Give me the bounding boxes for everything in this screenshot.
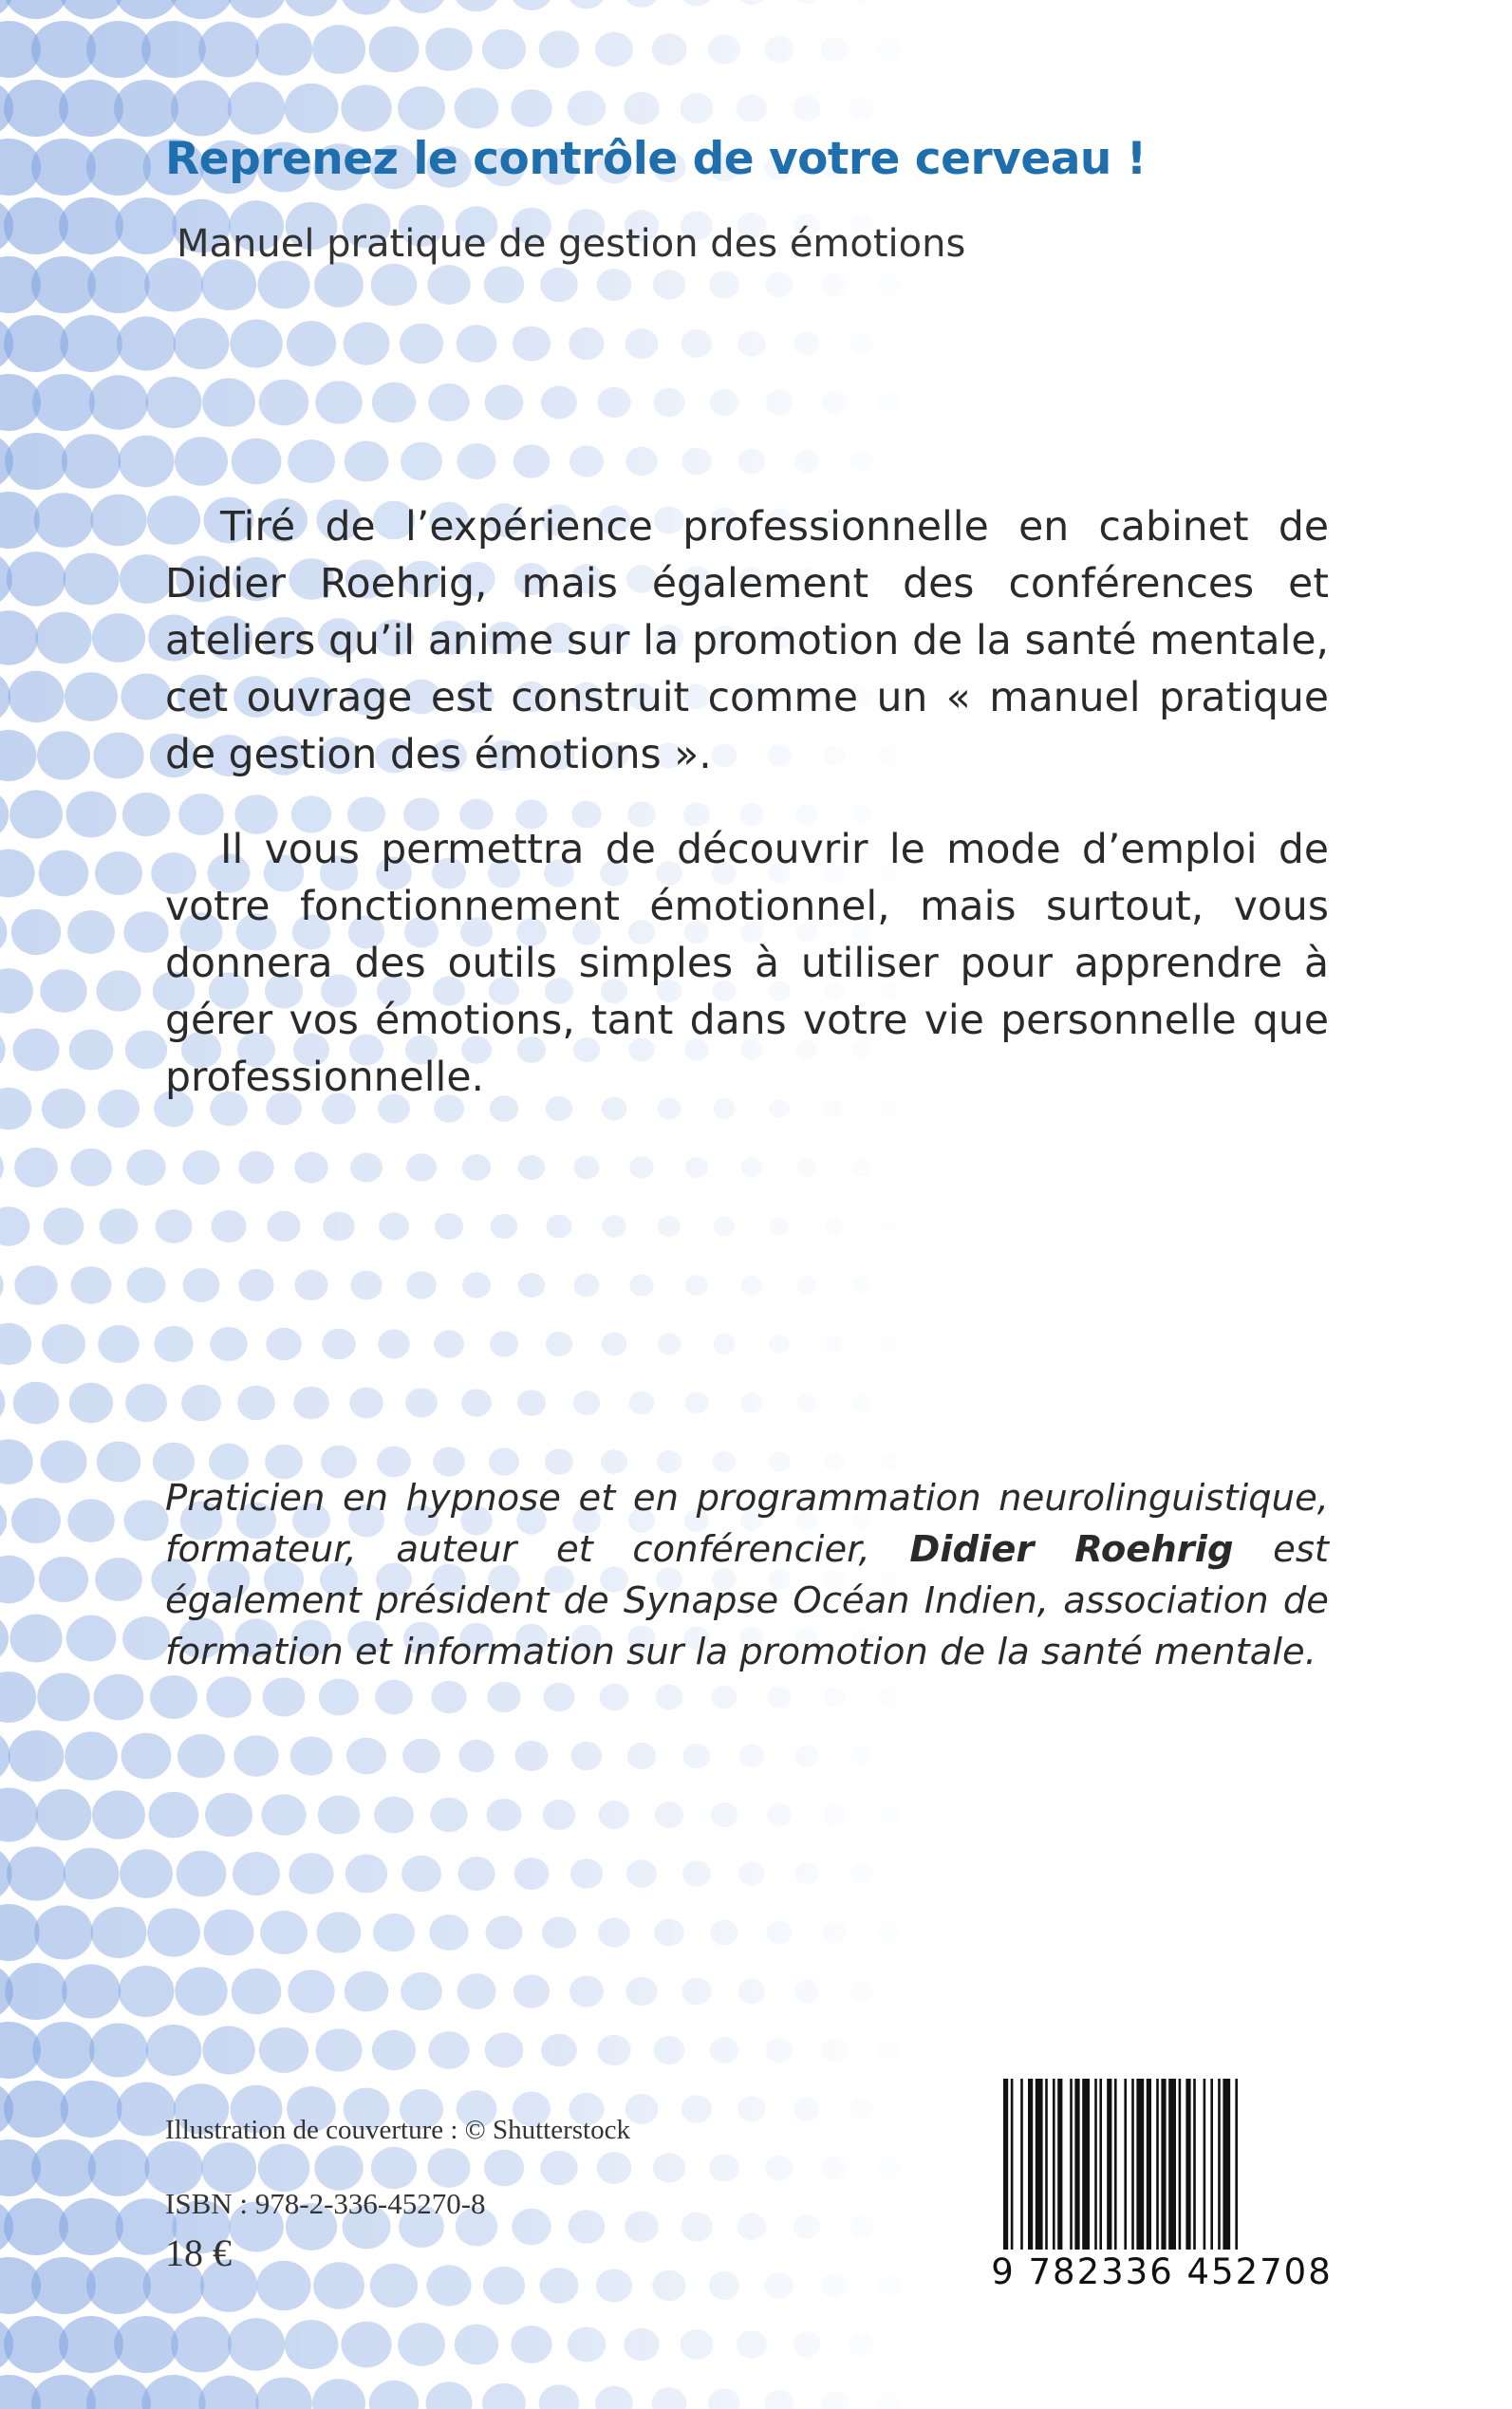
barcode-bar [1114,2079,1117,2250]
barcode-bar [1028,2079,1033,2250]
barcode-bar [1070,2079,1073,2250]
barcode-bar [1020,2079,1023,2250]
author-bio [165,1473,1329,1678]
barcode-bar [1074,2079,1079,2250]
barcode-bar [1057,2079,1062,2250]
book-description [165,499,1329,1145]
barcode-bar [1156,2079,1159,2250]
barcode-bar [1136,2079,1144,2250]
barcode-bar [1179,2079,1182,2250]
barcode-bar [1107,2079,1111,2250]
book-title: Reprenez le contrôle de votre cerveau ! [165,133,1147,185]
isbn-number: ISBN : 978-2-336-45270-8 [165,2187,486,2220]
illustration-credit: Illustration de couverture : © Shutterstock [165,2115,630,2145]
barcode-bar [1223,2079,1230,2250]
barcode-bar [1204,2079,1206,2250]
price: 18 € [165,2232,232,2274]
barcode-icon [990,2079,1334,2269]
description-paragraph: Il vous permettra de découvrir le mode d’emploi de votre fonctionnement émotionnel, mais surtout, vous donnera des outils simples à utiliser pour apprendre à gérer vos émotions, tant dans votre vie personnelle que professionnelle. [165,827,1329,1101]
author-name: Didier Roehrig [909,1528,1234,1571]
description-paragraph: Tiré de l’expérience professionnelle en cabinet de Didier Roehrig, mais également des conférences et ateliers qu’il anime sur la promotion de la santé mentale, cet ouvrage est construit comme un « manuel pratique de gestion des émotions ». [165,504,1329,778]
barcode-bar [1003,2079,1008,2269]
barcode-digits: 9 782336 452708 [990,2250,1334,2295]
barcode-bar [1036,2079,1043,2250]
barcode-bar [1193,2079,1196,2250]
barcode-bar [1099,2079,1102,2250]
barcode-bar [1124,2079,1127,2269]
barcode-bar [1147,2079,1151,2250]
barcode-bar [1210,2079,1213,2250]
barcode-bar [1131,2079,1134,2250]
barcode-bar [1161,2079,1166,2250]
barcode-bar [1185,2079,1190,2250]
barcode-bar [1082,2079,1090,2250]
barcode-bar [1053,2079,1055,2250]
book-subtitle: Manuel pratique de gestion des émotions [177,222,966,266]
bio-text: Praticien en hypnose et en programmation neurolinguistique, formateur, auteur et conférencier, [165,1477,1329,1571]
bio-text: est également président de Synapse Océan Indien, association de formation et information sur la promotion de la santé mentale. [165,1528,1329,1673]
barcode-bar [1011,2079,1014,2269]
barcode-bar [1094,2079,1097,2250]
barcode [990,2079,1334,2308]
barcode-bar [1045,2079,1048,2250]
barcode-bar [1168,2079,1176,2250]
barcode-bar [1218,2079,1221,2250]
barcode-bar [1235,2079,1238,2269]
